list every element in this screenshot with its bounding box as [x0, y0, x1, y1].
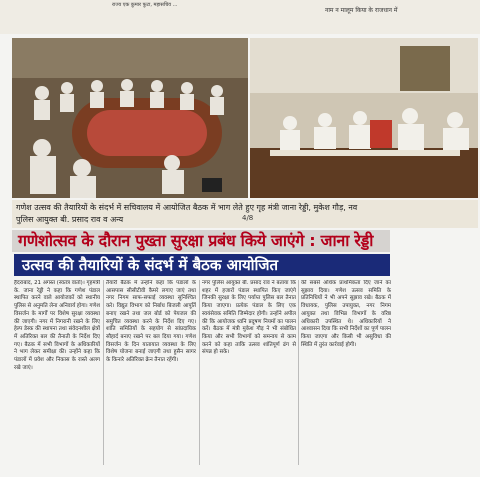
subheadline: उत्सव की तैयारियों के संदर्भ में बैठक आयोजित: [22, 256, 279, 274]
column-divider: [199, 280, 200, 465]
top-strip-left-text: राज्य एक कुमार फुटा, महासचिव ...: [112, 2, 178, 8]
meeting-photo-right: [250, 38, 478, 198]
caption-line-2: पुलिस आयुक्त बी. प्रसाद राव व अन्य: [16, 215, 124, 224]
article-column-1: हैदराबाद, 21 अगस्त (स्वतंत्र वार्ता)। गृहमंत्री के. जाना रेड्डी ने कहा कि गणेश पंडाल स्थापित करने वाले आयोजकों को स्थानीय पुलिस से अनुमति लेना अनिवार्य होगा। गणेश विसर्जन के मार्गों पर विशेष सुरक्षा व्यवस्था की जाएगी। नगर में निगरानी रखने के लिए हेल्प डेस्क की स्थापना तथा संवेदनशील क्षेत्रों में अतिरिक्त बल की तैनाती के निर्देश दिए गए। बैठक में सभी विभागों के अधिकारियों ने भाग लेकर समीक्षा की। उन्होंने कहा कि पंडालों में प्रवेश और निकास के रास्ते अलग रखे जाएं।: [14, 280, 100, 371]
headline: गणेशोत्सव के दौरान पुख्ता सुरक्षा प्रबंध किये जाएंगे : जाना रेड्डी: [18, 231, 374, 250]
column-divider: [298, 280, 299, 465]
caption-line-1: गणेश उत्सव की तैयारियों के संदर्भ में सचिवालय में आयोजित बैठक में भाग लेते हुए गृह मंत्री जाना रेड्डी, मुकेश गौड़, नव: [16, 203, 358, 212]
page-number: 4/8: [242, 214, 254, 222]
meeting-photo-left: [12, 38, 248, 198]
article-column-2: तैयारी बैठक में उन्होंने कहा कि पंडालों के आसपास सीसीटीवी कैमरे लगाए जाएं तथा नगर निगम साफ-सफाई व्यवस्था सुनिश्चित करे। विद्युत विभाग को निर्बाध बिजली आपूर्ति बनाए रखने तथा जल बोर्ड को पेयजल की समुचित व्यवस्था करने के निर्देश दिए गए। शांति समितियों के सहयोग से सांप्रदायिक सौहार्द बनाए रखने पर बल दिया गया। गणेश विसर्जन के दिन यातायात व्यवस्था के लिए विशेष योजना बनाई जाएगी तथा हुसैन सागर के किनारे अतिरिक्त क्रेन तैनात रहेंगी।: [106, 280, 196, 364]
column-divider: [103, 280, 104, 465]
top-strip: [0, 0, 480, 34]
article-column-4: की सबसे अधिक प्राथमिकता दिए जाने का सुझाव दिया। गणेश उत्सव समिति के प्रतिनिधियों ने भी अपने सुझाव रखे। बैठक में विधायक, पुलिस उपायुक्त, नगर निगम आयुक्त तथा विभिन्न विभागों के वरिष्ठ अधिकारी उपस्थित थे। अधिकारियों ने आश्वासन दिया कि सभी निर्देशों का पूर्ण पालन किया जाएगा और किसी भी असुविधा की स्थिति में तुरंत कार्रवाई होगी।: [301, 280, 391, 348]
article-column-3: नगर पुलिस आयुक्त बी. प्रसाद राव ने बताया कि शहर में हजारों पंडाल स्थापित किए जाएंगे जिनकी सुरक्षा के लिए पर्याप्त पुलिस बल तैनात किया जाएगा। प्रत्येक पंडाल के लिए एक स्वयंसेवक समिति जिम्मेदार होगी। उन्होंने अपील की कि आयोजक ध्वनि प्रदूषण नियमों का पालन करें। बैठक में मंत्री मुकेश गौड़ ने भी संबोधित किया और सभी विभागों को समन्वय से काम करने को कहा ताकि उत्सव शांतिपूर्ण ढंग से संपन्न हो सके।: [202, 280, 296, 356]
top-strip-right-text: नाम न मालूम किया के राजधान में: [325, 7, 398, 14]
